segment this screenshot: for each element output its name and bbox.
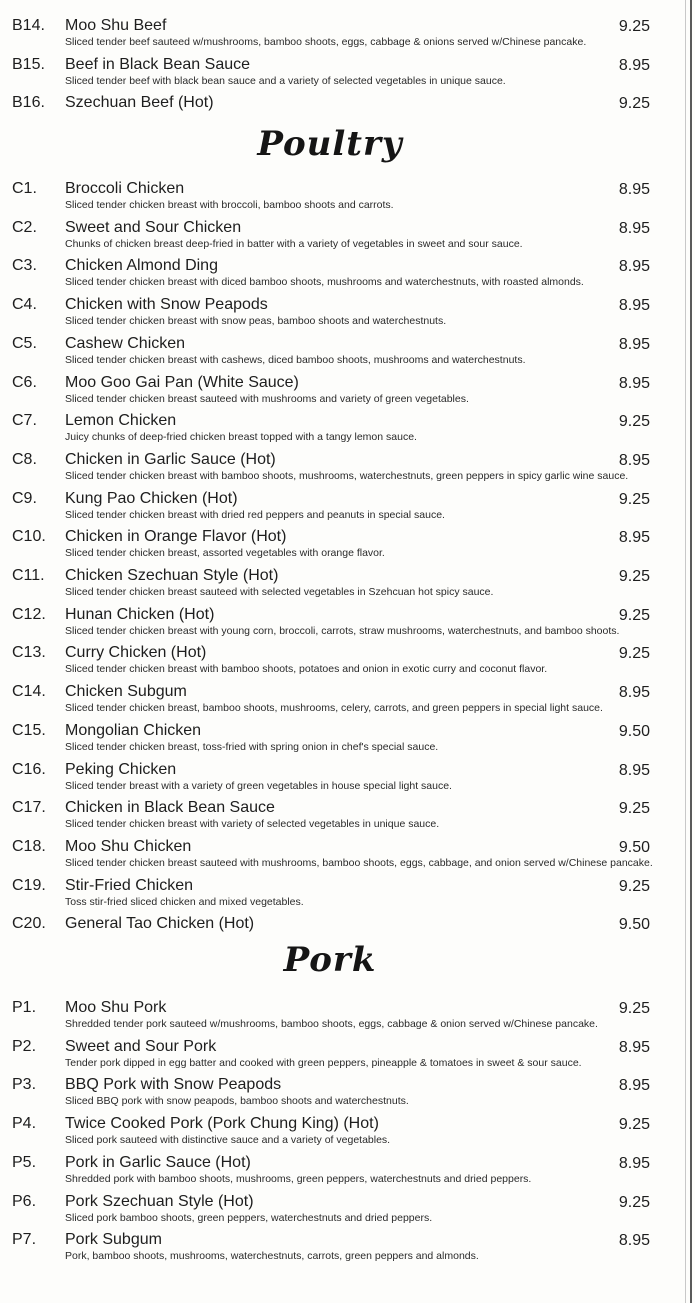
menu-item — [0, 256, 660, 294]
menu-item-code: P4. — [12, 1115, 37, 1133]
menu-item-price: 9.25 — [618, 1116, 650, 1134]
menu-item-desc: Sliced tender chicken breast, bamboo shoots, mushrooms, celery, carrots, and green peppers in special light sauce. — [65, 702, 603, 715]
menu-item-desc: Sliced tender chicken breast, toss-fried with spring onion in chef's special sauce. — [65, 740, 439, 753]
menu-item-name: Pork Szechuan Style (Hot) — [65, 1192, 254, 1210]
menu-item-desc: Sliced tender chicken breast with dried red peppers and peanuts in special sauce. — [65, 508, 445, 521]
menu-item-desc: Pork, bamboo shoots, mushrooms, waterchestnuts, carrots, green peppers and almonds. — [65, 1250, 479, 1263]
menu-item — [0, 1075, 660, 1113]
menu-item-name: Szechuan Beef (Hot) — [65, 94, 214, 112]
menu-item-desc: Toss stir-fried sliced chicken and mixed vegetables. — [65, 895, 304, 908]
menu-item-desc: Sliced tender chicken breast with diced bamboo shoots, mushrooms and waterchestnuts, with roasted almonds. — [65, 276, 584, 289]
menu-item-name: Chicken in Orange Flavor (Hot) — [65, 528, 287, 546]
menu-item-price: 9.25 — [618, 1000, 650, 1017]
menu-item — [0, 411, 660, 449]
menu-item — [0, 876, 660, 914]
menu-item-price: 8.95 — [618, 684, 650, 702]
menu-item-desc: Sliced tender breast with a variety of green vegetables in house special light sauce. — [65, 779, 452, 792]
menu-item-price: 9.25 — [618, 18, 650, 35]
menu-item-desc: Tender pork dipped in egg batter and cooked with green peppers, pineapple & tomatoes in sweet & sour sauce. — [65, 1056, 582, 1069]
menu-item — [0, 998, 660, 1036]
menu-item-desc: Sliced tender chicken breast with broccoli, bamboo shoots and carrots. — [65, 199, 394, 211]
menu-item-name: Chicken with Snow Peapods — [65, 296, 268, 314]
menu-item-desc: Sliced tender chicken breast sauteed with selected vegetables in Szehcuan hot spicy sauce. — [65, 586, 494, 598]
menu-item-price: 9.25 — [618, 645, 650, 663]
menu-item-desc: Juicy chunks of deep-fried chicken breast topped with a tangy lemon sauce. — [65, 431, 417, 444]
menu-item-price: 8.95 — [618, 181, 650, 198]
menu-item-code: C12. — [12, 605, 46, 623]
menu-item-price: 9.25 — [618, 606, 650, 624]
menu-item-price: 8.95 — [618, 56, 650, 74]
menu-item — [0, 16, 660, 54]
menu-item — [0, 55, 660, 93]
menu-item-code: C5. — [12, 334, 37, 352]
menu-item-price: 9.50 — [618, 722, 650, 740]
menu-item-name: Chicken Subgum — [65, 683, 187, 701]
menu-item-code: P5. — [12, 1153, 37, 1171]
menu-item-name: Moo Shu Beef — [65, 17, 167, 34]
menu-item-code: P2. — [12, 1037, 37, 1055]
menu-item-code: C7. — [12, 412, 37, 430]
menu-item — [0, 218, 660, 256]
menu-item-price: 9.25 — [618, 1193, 650, 1211]
menu-item-code: C17. — [12, 799, 46, 817]
menu-item-price: 8.95 — [618, 258, 650, 276]
menu-item-desc: Sliced tender chicken breast sauteed with mushrooms, bamboo shoots, eggs, cabbage, and onion served w/Chinese pancake. — [65, 856, 653, 869]
menu-item-price: 9.50 — [618, 838, 650, 856]
menu-item-desc: Sliced pork sauteed with distinctive sauce and a variety of vegetables. — [65, 1134, 391, 1147]
menu-item-code: P1. — [12, 999, 37, 1016]
menu-item — [0, 373, 660, 411]
menu-item-desc: Sliced tender chicken breast with young corn, broccoli, carrots, straw mushrooms, waterchestnuts, and bamboo shoots. — [65, 624, 620, 637]
menu-item-name: Beef in Black Bean Sauce — [65, 55, 251, 73]
menu-item-desc: Sliced tender chicken breast with bamboo shoots, mushrooms, waterchestnuts, green peppers in spicy garlic wine sauce. — [65, 469, 629, 482]
menu-item-price: 9.50 — [618, 916, 650, 934]
menu-item-code: C10. — [12, 528, 46, 546]
menu-item — [0, 527, 660, 565]
menu-item — [0, 1037, 660, 1075]
scan-border-line-inner — [685, 0, 686, 1303]
menu-item-name: Sweet and Sour Chicken — [65, 218, 242, 236]
menu-item — [0, 179, 660, 217]
menu-item-name: Pork Subgum — [65, 1231, 162, 1249]
menu-item-price: 8.95 — [618, 219, 650, 237]
menu-item-code: C3. — [12, 257, 37, 275]
menu-item — [0, 1114, 660, 1152]
menu-item-desc: Sliced tender chicken breast, assorted vegetables with orange flavor. — [65, 547, 385, 560]
menu-item-name: Twice Cooked Pork (Pork Chung King) (Hot) — [65, 1115, 379, 1133]
menu-item — [0, 489, 660, 527]
menu-item — [0, 643, 660, 681]
menu-item-name: General Tao Chicken (Hot) — [65, 915, 255, 933]
menu-item-name: Lemon Chicken — [65, 412, 177, 430]
menu-item-code: C13. — [12, 644, 46, 662]
menu-item-code: P6. — [12, 1192, 37, 1210]
menu-item-price: 8.95 — [618, 1154, 650, 1172]
menu-item — [0, 721, 660, 759]
menu-item-name: Pork in Garlic Sauce (Hot) — [65, 1153, 251, 1171]
menu-item — [0, 682, 660, 720]
menu-item-code: C11. — [12, 567, 45, 584]
menu-item-name: Peking Chicken — [65, 760, 177, 778]
menu-item-code: C2. — [12, 218, 37, 236]
menu-item-price: 9.25 — [618, 568, 650, 585]
menu-item — [0, 566, 660, 604]
menu-item-name: Moo Shu Pork — [65, 999, 167, 1016]
menu-item-name: Kung Pao Chicken (Hot) — [65, 489, 238, 507]
menu-item-code: P7. — [12, 1231, 37, 1249]
menu-item-code: C19. — [12, 876, 46, 894]
menu-item-name: Chicken in Black Bean Sauce — [65, 799, 275, 817]
menu-item-price: 8.95 — [618, 761, 650, 779]
menu-item-desc: Sliced tender chicken breast with cashews, diced bamboo shoots, mushrooms and waterchestnuts. — [65, 353, 526, 366]
menu-item-code: B16. — [12, 94, 45, 112]
menu-item-name: Sweet and Sour Pork — [65, 1037, 217, 1055]
menu-item-desc: Sliced tender beef with black bean sauce and a variety of selected vegetables in unique sauce. — [65, 74, 506, 87]
menu-item-name: Stir-Fried Chicken — [65, 876, 194, 894]
menu-item — [0, 605, 660, 643]
menu-item-price: 8.95 — [618, 529, 650, 547]
menu-item-name: Curry Chicken (Hot) — [65, 644, 207, 662]
menu-item — [0, 295, 660, 333]
menu-item-code: C18. — [12, 837, 46, 855]
menu-item-price: 9.25 — [618, 800, 650, 818]
scan-border-line — [690, 0, 692, 1303]
menu-item — [0, 1153, 660, 1191]
menu-item-name: Moo Shu Chicken — [65, 837, 192, 855]
menu-item-name: Chicken Almond Ding — [65, 257, 218, 275]
poultry-section-title: Poultry — [257, 124, 403, 164]
menu-item-code: C6. — [12, 373, 37, 391]
menu-item-code: C15. — [12, 721, 46, 739]
menu-item-code: C1. — [12, 180, 37, 197]
menu-item — [0, 334, 660, 372]
menu-item-desc: Sliced tender chicken breast with snow peas, bamboo shoots and waterchestnuts. — [65, 315, 447, 328]
menu-item-price: 9.25 — [618, 95, 650, 113]
menu-item-code: C9. — [12, 489, 37, 507]
menu-item-name: Moo Goo Gai Pan (White Sauce) — [65, 373, 299, 391]
menu-item-price: 9.25 — [618, 490, 650, 508]
menu-item-code: C20. — [12, 915, 46, 933]
menu-item-desc: Sliced tender beef sauteed w/mushrooms, bamboo shoots, eggs, cabbage & onions served w/Chinese pancake. — [65, 36, 587, 48]
menu-item — [0, 798, 660, 836]
menu-item-desc: Shredded tender pork sauteed w/mushrooms, bamboo shoots, eggs, cabbage & onion served w/Chinese pancake. — [65, 1018, 598, 1030]
menu-item — [0, 450, 660, 488]
menu-item-desc: Sliced tender chicken breast with variety of selected vegetables in unique sauce. — [65, 818, 440, 831]
menu-item-code: C16. — [12, 760, 46, 778]
menu-item-price: 8.95 — [618, 297, 650, 315]
menu-item — [0, 1192, 660, 1230]
menu-item-desc: Shredded pork with bamboo shoots, mushrooms, green peppers, waterchestnuts and dried peppers. — [65, 1172, 532, 1185]
menu-item-name: Cashew Chicken — [65, 334, 186, 352]
menu-item-price: 9.25 — [618, 877, 650, 895]
menu-item-code: C14. — [12, 683, 46, 701]
menu-item-name: Broccoli Chicken — [65, 180, 185, 197]
menu-item-desc: Sliced tender chicken breast with bamboo shoots, potatoes and onion in exotic curry and coconut flavor. — [65, 663, 548, 676]
menu-item-code: C4. — [12, 296, 37, 314]
menu-item-code: P3. — [12, 1076, 37, 1094]
menu-item-code: C8. — [12, 450, 37, 468]
menu-item-name: Hunan Chicken (Hot) — [65, 605, 215, 623]
menu-item-price: 8.95 — [618, 335, 650, 353]
menu-item-price: 8.95 — [618, 451, 650, 469]
menu-item-code: B15. — [12, 55, 45, 73]
menu-item-name: Chicken in Garlic Sauce (Hot) — [65, 450, 276, 468]
menu-item — [0, 837, 660, 875]
menu-item-desc: Chunks of chicken breast deep-fried in batter with a variety of vegetables in sweet and sour sauce. — [65, 237, 523, 250]
menu-item-name: Chicken Szechuan Style (Hot) — [65, 567, 279, 584]
menu-item-name: Mongolian Chicken — [65, 721, 202, 739]
menu-item-price: 8.95 — [618, 1038, 650, 1056]
menu-item-desc: Sliced BBQ pork with snow peapods, bamboo shoots and waterchestnuts. — [65, 1095, 409, 1108]
menu-item — [0, 760, 660, 798]
menu-item-price: 8.95 — [618, 1077, 650, 1095]
menu-item-price: 9.25 — [618, 413, 650, 431]
menu-item-name: BBQ Pork with Snow Peapods — [65, 1076, 282, 1094]
menu-item-code: B14. — [12, 17, 45, 34]
pork-section-title: Pork — [283, 940, 377, 980]
menu-item — [0, 1230, 660, 1268]
menu-item-desc: Sliced pork bamboo shoots, green peppers, waterchestnuts and dried peppers. — [65, 1211, 433, 1224]
menu-item-price: 8.95 — [618, 1232, 650, 1250]
menu-item-price: 8.95 — [618, 374, 650, 392]
menu-item-desc: Sliced tender chicken breast sauteed with mushrooms and variety of green vegetables. — [65, 392, 469, 405]
